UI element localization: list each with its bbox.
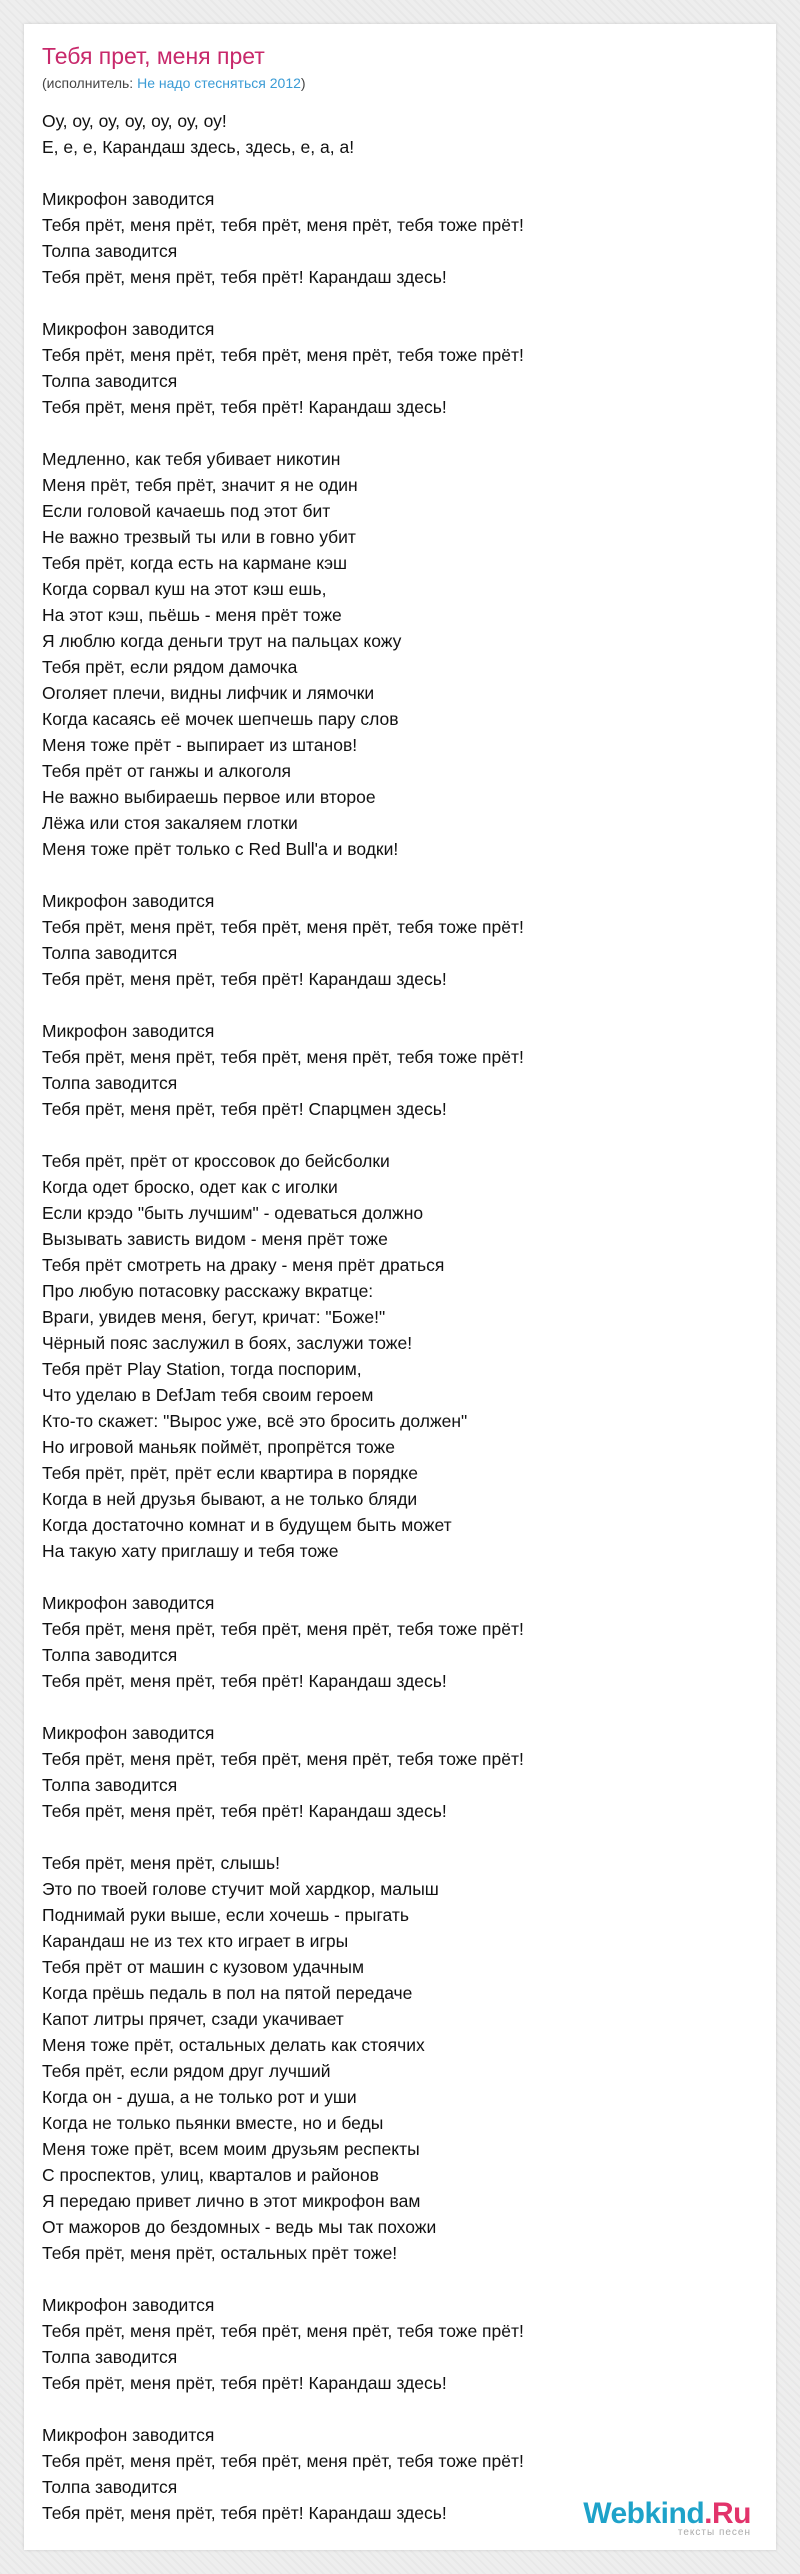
site-logo[interactable] — [583, 2497, 751, 2538]
lyric-line: Если головой качаешь под этот бит — [42, 501, 331, 521]
lyric-line: Когда не только пьянки вместе, но и беды — [42, 2113, 384, 2133]
lyric-line: Когда он - душа, а не только рот и уши — [42, 2087, 357, 2107]
lyric-line: Оу, оу, оу, оу, оу, оу, оу! — [42, 111, 227, 131]
lyric-line: Толпа заводится — [42, 1645, 178, 1665]
lyric-line: Толпа заводится — [42, 241, 178, 261]
logo-tagline: тексты песен — [677, 2527, 751, 2538]
artist-link[interactable]: Не надо стесняться 2012 — [137, 75, 301, 91]
lyric-line: Микрофон заводится — [42, 1593, 215, 1613]
lyric-line: Когда одет броско, одет как с иголки — [42, 1177, 338, 1197]
lyric-line: На этот кэш, пьёшь - меня прёт тоже — [42, 605, 342, 625]
lyric-line: Когда касаясь её мочек шепчешь пару слов — [42, 709, 399, 729]
lyric-line: Микрофон заводится — [42, 1021, 215, 1041]
lyric-line: Тебя прёт Play Station, тогда поспорим, — [42, 1359, 362, 1379]
lyric-line: Тебя прёт, меня прёт, тебя прёт! Карандаш здесь! — [42, 2503, 447, 2523]
stanza — [42, 446, 758, 862]
lyric-line: Карандаш не из тех кто играет в игры — [42, 1931, 349, 1951]
lyric-line: Тебя прёт смотреть на драку - меня прёт драться — [42, 1255, 445, 1275]
lyric-line: Тебя прёт, меня прёт, тебя прёт, меня прёт, тебя тоже прёт! — [42, 1047, 524, 1067]
stanza — [42, 1148, 758, 1564]
lyric-line: Тебя прёт, меня прёт, тебя прёт! Карандаш здесь! — [42, 969, 447, 989]
stanza — [42, 108, 758, 160]
lyric-line: Поднимай руки выше, если хочешь - прыгать — [42, 1905, 409, 1925]
lyric-line: Когда прёшь педаль в пол на пятой передаче — [42, 1983, 413, 2003]
lyric-line: Микрофон заводится — [42, 891, 215, 911]
lyric-line: Толпа заводится — [42, 371, 178, 391]
lyric-line: Тебя прёт, прёт, прёт если квартира в порядке — [42, 1463, 418, 1483]
lyric-line: Тебя прёт, меня прёт, тебя прёт, меня прёт, тебя тоже прёт! — [42, 2321, 524, 2341]
lyric-line: Е, е, е, Карандаш здесь, здесь, е, а, а! — [42, 137, 355, 157]
lyric-line: Меня тоже прёт - выпирает из штанов! — [42, 735, 358, 755]
stanza — [42, 1850, 758, 2266]
lyric-line: Если крэдо "быть лучшим" - одеваться должно — [42, 1203, 424, 1223]
lyric-line: Тебя прёт, если рядом друг лучший — [42, 2061, 331, 2081]
lyric-line: Микрофон заводится — [42, 2295, 215, 2315]
lyric-line: Оголяет плечи, видны лифчик и лямочки — [42, 683, 375, 703]
stanza — [42, 186, 758, 290]
lyric-line: Про любую потасовку расскажу вкратце: — [42, 1281, 374, 1301]
lyric-line: От мажоров до бездомных - ведь мы так похожи — [42, 2217, 437, 2237]
artist-prefix: (исполнитель: — [42, 75, 138, 91]
lyric-line: Микрофон заводится — [42, 2425, 215, 2445]
lyric-line: Но игровой маньяк поймёт, пропрётся тоже — [42, 1437, 395, 1457]
stanza — [42, 1720, 758, 1824]
lyric-line: Когда достаточно комнат и в будущем быть может — [42, 1515, 452, 1535]
lyric-line: Меня тоже прёт, всем моим друзьям респекты — [42, 2139, 420, 2159]
stanza — [42, 316, 758, 420]
lyric-line: Тебя прёт, меня прёт, тебя прёт! Спарцмен здесь! — [42, 1099, 447, 1119]
lyric-line: Не важно трезвый ты или в говно убит — [42, 527, 356, 547]
lyric-line: Тебя прёт, прёт от кроссовок до бейсболки — [42, 1151, 390, 1171]
song-title: Тебя прет, меня прет — [42, 43, 265, 69]
lyric-line: Меня тоже прёт, остальных делать как стоячих — [42, 2035, 425, 2055]
lyric-line: Микрофон заводится — [42, 1723, 215, 1743]
lyric-line: Кто-то скажет: "Вырос уже, всё это бросить должен" — [42, 1411, 468, 1431]
lyric-line: Микрофон заводится — [42, 189, 215, 209]
lyric-line: Капот литры прячет, сзади укачивает — [42, 2009, 344, 2029]
logo-tld: .Ru — [704, 2497, 751, 2530]
lyric-line: Меня прёт, тебя прёт, значит я не один — [42, 475, 358, 495]
lyric-line: Тебя прёт, меня прёт, остальных прёт тоже! — [42, 2243, 398, 2263]
lyric-line: Тебя прёт, меня прёт, тебя прёт! Карандаш здесь! — [42, 267, 447, 287]
lyric-line: Тебя прёт, если рядом дамочка — [42, 657, 298, 677]
lyric-line: Толпа заводится — [42, 2347, 178, 2367]
lyric-line: С проспектов, улиц, кварталов и районов — [42, 2165, 379, 2185]
artist-suffix: ) — [300, 75, 306, 91]
lyric-line: Лёжа или стоя закаляем глотки — [42, 813, 298, 833]
lyric-line: Враги, увидев меня, бегут, кричат: "Боже!" — [42, 1307, 386, 1327]
lyric-line: Когда в ней друзья бывают, а не только бляди — [42, 1489, 418, 1509]
lyric-line: Тебя прёт, меня прёт, тебя прёт, меня прёт, тебя тоже прёт! — [42, 2451, 524, 2471]
lyric-line: Тебя прёт, меня прёт, тебя прёт, меня прёт, тебя тоже прёт! — [42, 1619, 524, 1639]
song-header — [42, 42, 758, 92]
lyric-line: На такую хату приглашу и тебя тоже — [42, 1541, 339, 1561]
lyric-line: Меня тоже прёт только с Red Bull'a и водки! — [42, 839, 399, 859]
lyric-line: Вызывать зависть видом - меня прёт тоже — [42, 1229, 388, 1249]
lyric-line: Тебя прёт, меня прёт, тебя прёт! Карандаш здесь! — [42, 2373, 447, 2393]
lyric-line: Я передаю привет лично в этот микрофон вам — [42, 2191, 421, 2211]
lyric-line: Тебя прёт, меня прёт, тебя прёт! Карандаш здесь! — [42, 1801, 447, 1821]
lyric-line: Тебя прёт, когда есть на кармане кэш — [42, 553, 348, 573]
lyrics-body — [42, 108, 758, 2552]
lyric-line: Это по твоей голове стучит мой хардкор, малыш — [42, 1879, 439, 1899]
lyric-line: Тебя прёт от ганжы и алкоголя — [42, 761, 292, 781]
lyric-line: Тебя прёт, меня прёт, тебя прёт, меня прёт, тебя тоже прёт! — [42, 1749, 524, 1769]
lyric-line: Толпа заводится — [42, 2477, 178, 2497]
artist-line — [42, 74, 758, 92]
lyric-line: Тебя прёт, меня прёт, тебя прёт! Карандаш здесь! — [42, 1671, 447, 1691]
lyric-line: Я люблю когда деньги трут на пальцах кожу — [42, 631, 402, 651]
lyric-line: Толпа заводится — [42, 1775, 178, 1795]
lyric-line: Не важно выбираешь первое или второе — [42, 787, 376, 807]
lyric-line: Тебя прёт, меня прёт, тебя прёт, меня прёт, тебя тоже прёт! — [42, 917, 524, 937]
lyric-line: Толпа заводится — [42, 943, 178, 963]
lyric-line: Медленно, как тебя убивает никотин — [42, 449, 341, 469]
lyric-line: Тебя прёт от машин с кузовом удачным — [42, 1957, 364, 1977]
lyric-line: Толпа заводится — [42, 1073, 178, 1093]
lyric-line: Когда сорвал куш на этот кэш ешь, — [42, 579, 327, 599]
stanza — [42, 2292, 758, 2396]
lyric-line: Тебя прёт, меня прёт, тебя прёт, меня прёт, тебя тоже прёт! — [42, 345, 524, 365]
lyric-line: Тебя прёт, меня прёт, тебя прёт! Карандаш здесь! — [42, 397, 447, 417]
stanza — [42, 1018, 758, 1122]
lyrics-card — [24, 24, 776, 2550]
lyric-line: Чёрный пояс заслужил в боях, заслужи тоже! — [42, 1333, 413, 1353]
stanza — [42, 1590, 758, 1694]
stanza — [42, 888, 758, 992]
lyric-line: Тебя прёт, меня прёт, слышь! — [42, 1853, 281, 1873]
lyric-line: Микрофон заводится — [42, 319, 215, 339]
logo-name: Webkind — [583, 2497, 705, 2530]
lyric-line: Что уделаю в DefJam тебя своим героем — [42, 1385, 374, 1405]
lyric-line: Тебя прёт, меня прёт, тебя прёт, меня прёт, тебя тоже прёт! — [42, 215, 524, 235]
